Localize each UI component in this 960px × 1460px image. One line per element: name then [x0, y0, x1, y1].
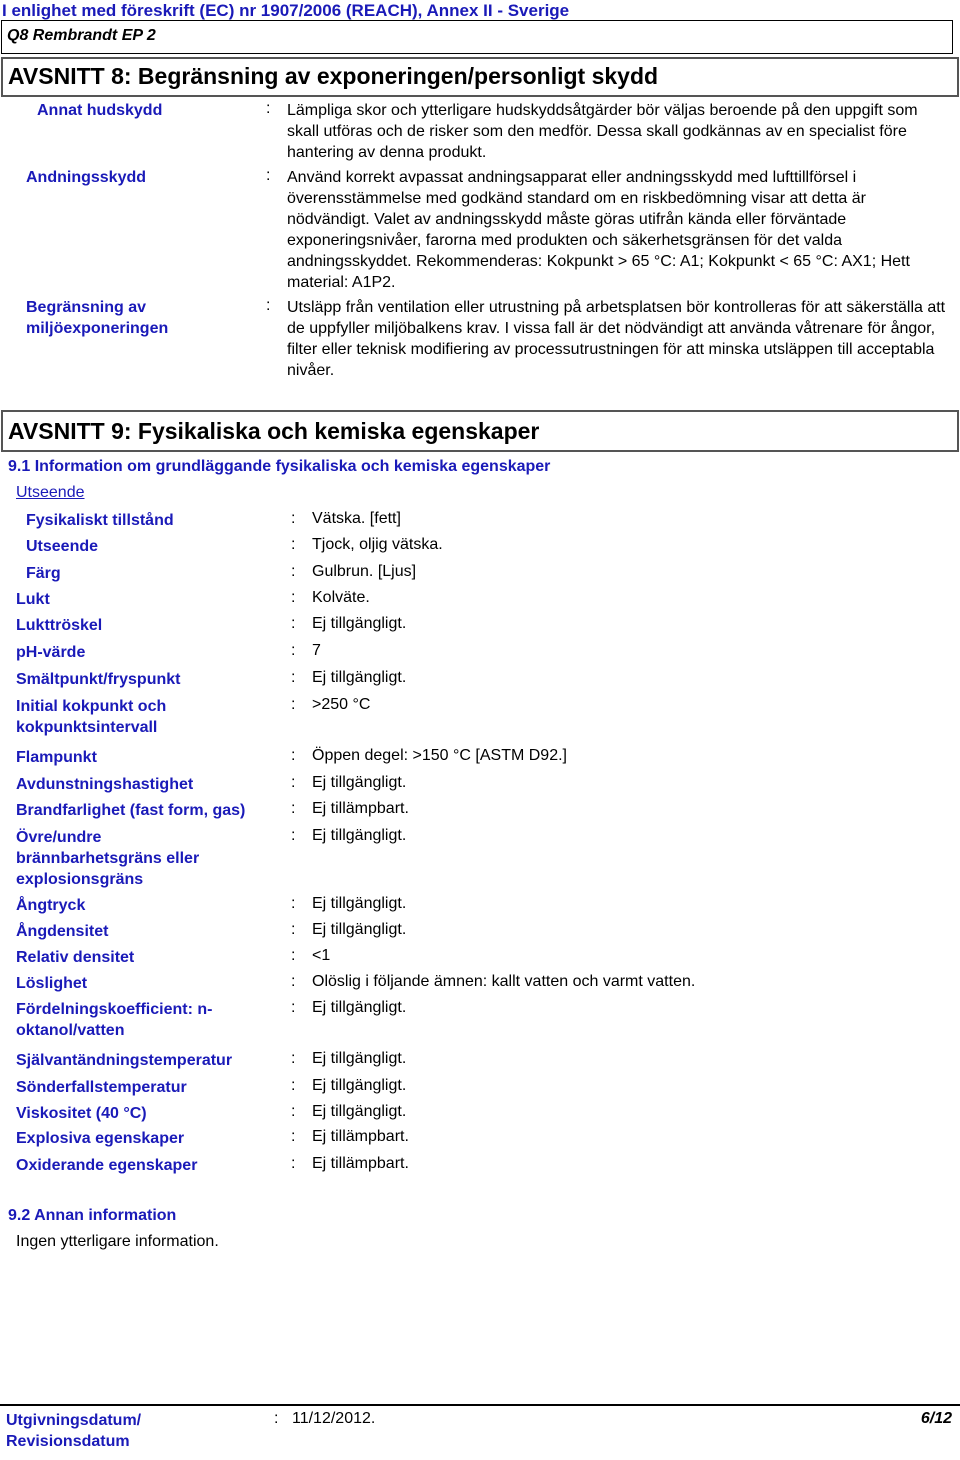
section-9-title: AVSNITT 9: Fysikaliska och kemiska egenskaper: [8, 418, 540, 444]
prop-value-boiling-point: >250 °C: [312, 696, 371, 713]
subsection-9-1-title: 9.1 Information om grundläggande fysikaliska och kemiska egenskaper: [8, 458, 551, 475]
subsection-9-2-title: 9.2 Annan information: [8, 1207, 177, 1224]
prop-value-appearance: Tjock, oljig vätska.: [312, 536, 443, 553]
prop-label-flash-point: Flampunkt: [16, 749, 97, 766]
prop-value-ph: 7: [312, 642, 321, 659]
prop-value-flammability: Ej tillämpbart.: [312, 800, 409, 817]
prop-label-melting-point: Smältpunkt/fryspunkt: [16, 671, 181, 688]
prop-label-boiling-point: Initial kokpunkt och kokpunktsintervall: [16, 698, 167, 736]
colon: :: [266, 100, 271, 117]
prop-value-autoignition-temp: Ej tillgängligt.: [312, 1050, 407, 1067]
document-regulation-title: I enlighet med föreskrift (EC) nr 1907/2006 (REACH), Annex II - Sverige: [2, 1, 570, 20]
prop-label-color: Färg: [26, 565, 61, 582]
prop-label-viscosity: Viskositet (40 °C): [16, 1105, 147, 1122]
prop-label-relative-density: Relativ densitet: [16, 949, 135, 966]
footer-revision-label: Utgivningsdatum/ Revisionsdatum: [6, 1412, 142, 1450]
colon: :: [274, 1410, 279, 1427]
colon: :: [291, 800, 296, 817]
value-respiratory-protection: Använd korrekt avpassat andningsapparat eller andningsskydd med lufttillförsel i överensstämmelse med godkänd standard om en riskbedömning visar att detta är nödvändigt. Valet av andningsskydd måste göras utifrån kända eller förväntade exponeringsnivåer, farorna med produkten och säkerhetsgränsen för det valda andningsskyddet. Rekommenderas: Kokpunkt > 65 °C: A1; Kokpunkt < 65 °C: AX1; Hett material: A1P2.: [287, 169, 910, 291]
prop-value-explosive-properties: Ej tillämpbart.: [312, 1128, 409, 1145]
prop-label-flammability: Brandfarlighet (fast form, gas): [16, 802, 246, 819]
prop-value-explosive-limits: Ej tillgängligt.: [312, 827, 407, 844]
appearance-heading: Utseende: [16, 484, 85, 501]
other-information-text: Ingen ytterligare information.: [16, 1233, 219, 1250]
colon: :: [266, 167, 271, 184]
prop-label-odor: Lukt: [16, 591, 50, 608]
colon: :: [291, 589, 296, 606]
colon: :: [291, 999, 296, 1016]
colon: :: [291, 774, 296, 791]
colon: :: [266, 297, 271, 314]
prop-label-ph: pH-värde: [16, 644, 86, 661]
prop-value-oxidizing-properties: Ej tillämpbart.: [312, 1155, 409, 1172]
footer-divider: [0, 1404, 960, 1406]
colon: :: [291, 669, 296, 686]
prop-label-solubility: Löslighet: [16, 975, 88, 992]
colon: :: [291, 615, 296, 632]
prop-label-odor-threshold: Lukttröskel: [16, 617, 103, 634]
value-environmental-exposure: Utsläpp från ventilation eller utrustning på arbetsplatsen bör kontrolleras för att säkerställa att de uppfyller miljöbalkens krav. I vissa fall är det nödvändigt att använda våtrenare för ångor, filter eller teknisk modifiering av processutrustningen för att minska utsläppen till acceptabla nivåer.: [287, 299, 946, 379]
prop-value-color: Gulbrun. [Ljus]: [312, 563, 417, 580]
colon: :: [291, 1155, 296, 1172]
prop-value-decomposition-temp: Ej tillgängligt.: [312, 1077, 407, 1094]
prop-label-vapor-pressure: Ångtryck: [16, 897, 86, 914]
section-8-title: AVSNITT 8: Begränsning av exponeringen/personligt skydd: [8, 63, 659, 89]
prop-value-physical-state: Vätska. [fett]: [312, 510, 401, 527]
prop-value-evaporation-rate: Ej tillgängligt.: [312, 774, 407, 791]
prop-label-oxidizing-properties: Oxiderande egenskaper: [16, 1157, 198, 1174]
label-respiratory-protection: Andningsskydd: [26, 169, 147, 186]
prop-label-appearance: Utseende: [26, 538, 99, 555]
prop-label-explosive-limits: Övre/undre brännbarhetsgräns eller explosionsgräns: [16, 829, 200, 888]
product-name: Q8 Rembrandt EP 2: [7, 27, 156, 44]
prop-value-partition-coefficient: Ej tillgängligt.: [312, 999, 407, 1016]
label-environmental-exposure: Begränsning av miljöexponeringen: [26, 299, 169, 337]
value-other-skin-protection: Lämpliga skor och ytterligare hudskyddsåtgärder bör väljas beroende på den uppgift som skall utföras och de risker som den medför. Dessa skall godkännas av en specialist före hantering av denna produkt.: [287, 102, 918, 161]
prop-value-viscosity: Ej tillgängligt.: [312, 1103, 407, 1120]
colon: :: [291, 895, 296, 912]
prop-value-flash-point: Öppen degel: >150 °C [ASTM D92.]: [312, 747, 567, 764]
colon: :: [291, 1050, 296, 1067]
prop-value-solubility: Olöslig i följande ämnen: kallt vatten och varmt vatten.: [312, 973, 696, 990]
colon: :: [291, 1128, 296, 1145]
prop-label-partition-coefficient: Fördelningskoefficient: n-oktanol/vatten: [16, 1001, 213, 1039]
footer-revision-date: 11/12/2012.: [292, 1410, 376, 1427]
colon: :: [291, 973, 296, 990]
footer-page-number: 6/12: [920, 1410, 952, 1427]
colon: :: [291, 536, 296, 553]
prop-value-odor-threshold: Ej tillgängligt.: [312, 615, 407, 632]
prop-value-vapor-density: Ej tillgängligt.: [312, 921, 407, 938]
colon: :: [291, 1103, 296, 1120]
prop-label-vapor-density: Ångdensitet: [16, 923, 109, 940]
colon: :: [291, 1077, 296, 1094]
prop-label-physical-state: Fysikaliskt tillstånd: [26, 512, 174, 529]
prop-value-melting-point: Ej tillgängligt.: [312, 669, 407, 686]
colon: :: [291, 921, 296, 938]
prop-label-decomposition-temp: Sönderfallstemperatur: [16, 1079, 187, 1096]
colon: :: [291, 696, 296, 713]
colon: :: [291, 642, 296, 659]
prop-label-evaporation-rate: Avdunstningshastighet: [16, 776, 194, 793]
prop-value-vapor-pressure: Ej tillgängligt.: [312, 895, 407, 912]
label-other-skin-protection: Annat hudskydd: [37, 102, 163, 119]
colon: :: [291, 747, 296, 764]
colon: :: [291, 827, 296, 844]
prop-value-relative-density: <1: [312, 947, 331, 964]
colon: :: [291, 510, 296, 527]
prop-value-odor: Kolväte.: [312, 589, 370, 606]
colon: :: [291, 563, 296, 580]
prop-label-autoignition-temp: Självantändningstemperatur: [16, 1052, 233, 1069]
prop-label-explosive-properties: Explosiva egenskaper: [16, 1130, 185, 1147]
colon: :: [291, 947, 296, 964]
